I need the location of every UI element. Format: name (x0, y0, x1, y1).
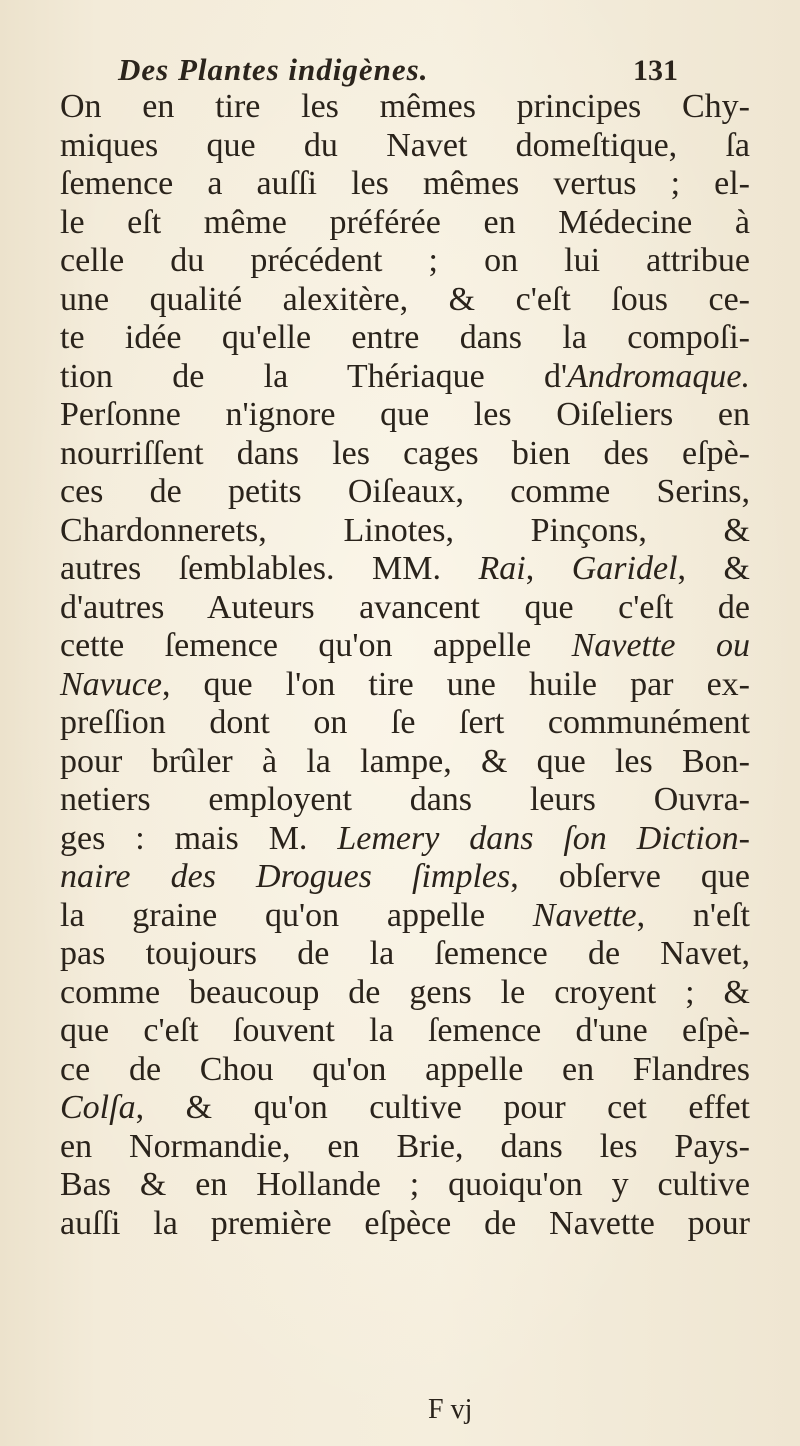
text-line: netiers employent dans leurs Ouvra- (60, 781, 750, 818)
text-line: preſſion dont on ſe ſert communément (60, 704, 750, 741)
text-line: celle du précédent ; on lui attribue (60, 242, 750, 279)
signature-mark: F vj (428, 1394, 473, 1425)
text-line: te idée qu'elle entre dans la compoſi- (60, 319, 750, 356)
text-line: auſſi la première eſpèce de Navette pour (60, 1204, 750, 1242)
text-line: la graine qu'on appelle Navette, n'eſt (60, 896, 751, 934)
text-line: Perſonne n'ignore que les Oiſeliers en (60, 396, 750, 433)
text-line: comme beaucoup de gens le croyent ; & (60, 973, 750, 1011)
text-line: ges : mais M. Lemery dans ſon Diction- (60, 819, 751, 857)
text-line: Colſa, & qu'on cultive pour cet effet (60, 1089, 750, 1126)
running-head: Des Plantes indigènes. (118, 52, 429, 87)
text-line: ces de petits Oiſeaux, comme Serins, (60, 473, 750, 510)
text-line: Bas & en Hollande ; quoiqu'on y cultive (60, 1166, 750, 1203)
text-line: une qualité alexitère, & c'eſt ſous ce- (60, 280, 750, 318)
italic-term: Navuce (60, 665, 162, 703)
text-line: en Normandie, en Brie, dans les Pays- (60, 1127, 750, 1165)
text-line: Chardonnerets, Linotes, Pinçons, & (60, 511, 750, 549)
text-line: On en tire les mêmes principes Chy- (60, 88, 750, 125)
italic-term: Rai (478, 550, 526, 587)
italic-term: Garidel (571, 550, 678, 587)
text-line: d'autres Auteurs avancent que c'eſt de (60, 588, 750, 626)
italic-term: Andromaque. (567, 357, 750, 395)
text-line: cette ſemence qu'on appelle Navette ou (60, 627, 751, 664)
italic-term: naire des Drogues ſimples (60, 858, 511, 895)
text-line: tion de la Thériaque d'Andromaque. (60, 357, 750, 395)
text-line: ſemence a auſſi les mêmes vertus ; el- (60, 165, 750, 202)
page-header (118, 40, 678, 88)
text-line: autres ſemblables. MM. Rai, Garidel, & (60, 550, 750, 587)
text-line: Navuce, que l'on tire une huile par ex- (60, 665, 750, 703)
italic-term: Navette ou (571, 627, 751, 664)
text-line: nourriſſent dans les cages bien des eſpè- (60, 434, 750, 472)
text-line: pour brûler à la lampe, & que les Bon- (60, 742, 750, 780)
text-line: miques que du Navet domeſtique, ſa (60, 126, 750, 164)
text-line: naire des Drogues ſimples, obſerve que (60, 858, 751, 895)
text-line: ce de Chou qu'on appelle en Flandres (60, 1050, 750, 1088)
text-line: pas toujours de la ſemence de Navet, (60, 935, 750, 972)
body-text (60, 88, 750, 1243)
text-line: le eſt même préférée en Médecine à (60, 203, 750, 241)
page-number: 131 (633, 54, 678, 87)
text-line: que c'eſt ſouvent la ſemence d'une eſpè- (60, 1012, 750, 1049)
italic-term: Navette (532, 896, 637, 934)
italic-term: Colſa (60, 1089, 136, 1126)
italic-term: Lemery dans ſon Diction- (337, 819, 751, 857)
